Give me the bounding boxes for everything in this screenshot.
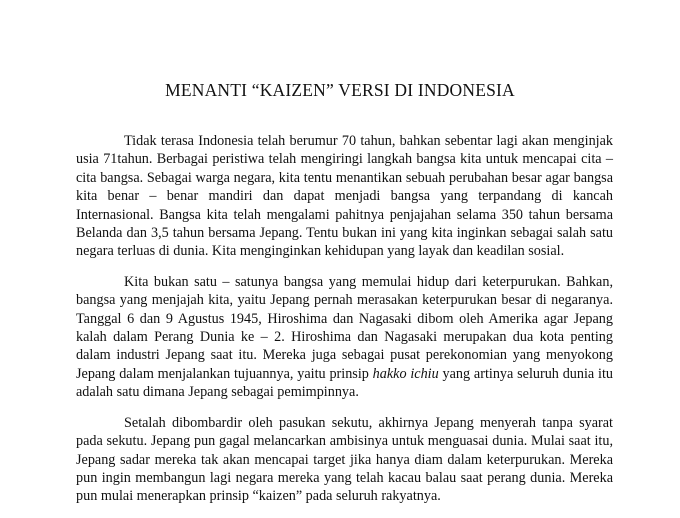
paragraph-2 bbox=[76, 273, 613, 402]
page-title: MENANTI “KAIZEN” VERSI DI INDONESIA bbox=[165, 80, 515, 100]
article-body bbox=[76, 132, 613, 518]
paragraph-1: Tidak terasa Indonesia telah berumur 70 tahun, bahkan sebentar lagi akan menginjak usia 71tahun. Berbagai peristiwa telah mengiringi langkah bangsa kita untuk mencapai cita – cita bangsa. Sebagai warga negara, kita tentu menantikan sebuah perubahan besar agar bangsa kita benar – benar mandiri dan dapat menjadi bangsa yang terpandang di kancah Internasional. Bangsa kita telah mengalami pahitnya penjajahan selama 350 tahun bersama Belanda dan 3,5 tahun bersama Jepang. Tentu bukan ini yang kita inginkan sebagai salah satu negara terluas di dunia. Kita menginginkan kehidupan yang layak dan keadilan sosial. bbox=[76, 133, 613, 260]
paragraph-3: Setalah dibombardir oleh pasukan sekutu, akhirnya Jepang menyerah tanpa syarat pada sekutu. Jepang pun gagal melancarkan ambisinya untuk menguasai dunia. Mulai saat itu, Jepang sadar mereka tak akan mencapai target jika hanya diam dalam keterpurukan. Mereka pun ingin membangun lagi negara mereka yang telah kacau balau saat perang dunia. Mereka pun mulai menerapkan prinsip “kaizen” pada seluruh rakyatnya. bbox=[76, 414, 613, 505]
paragraph-2-text-end: yang artinya seluruh dunia itu adalah satu dimana Jepang sebagai pemimpinnya. bbox=[76, 365, 614, 401]
italic-term: hakko ichiu bbox=[372, 365, 439, 382]
paragraph-2-text-start: Kita bukan satu – satunya bangsa yang memulai hidup dari keterpurukan. Bahkan, bangsa yang menjajah kita, yaitu Jepang pernah merasakan keterpurukan besar di negaranya. Tanggal 6 dan 9 Agustus 1945, Hiroshima dan Nagasaki dibom oleh Amerika agar Jepang kalah dalam Perang Dunia ke – 2. Hiroshima dan Nagasaki merupakan dua kota penting dalam industri Jepang saat itu. Mereka juga sebagai pusat perekonomian yang menyokong Jepang dalam menjalankan tujuannya, yaitu prinsip bbox=[76, 273, 613, 382]
